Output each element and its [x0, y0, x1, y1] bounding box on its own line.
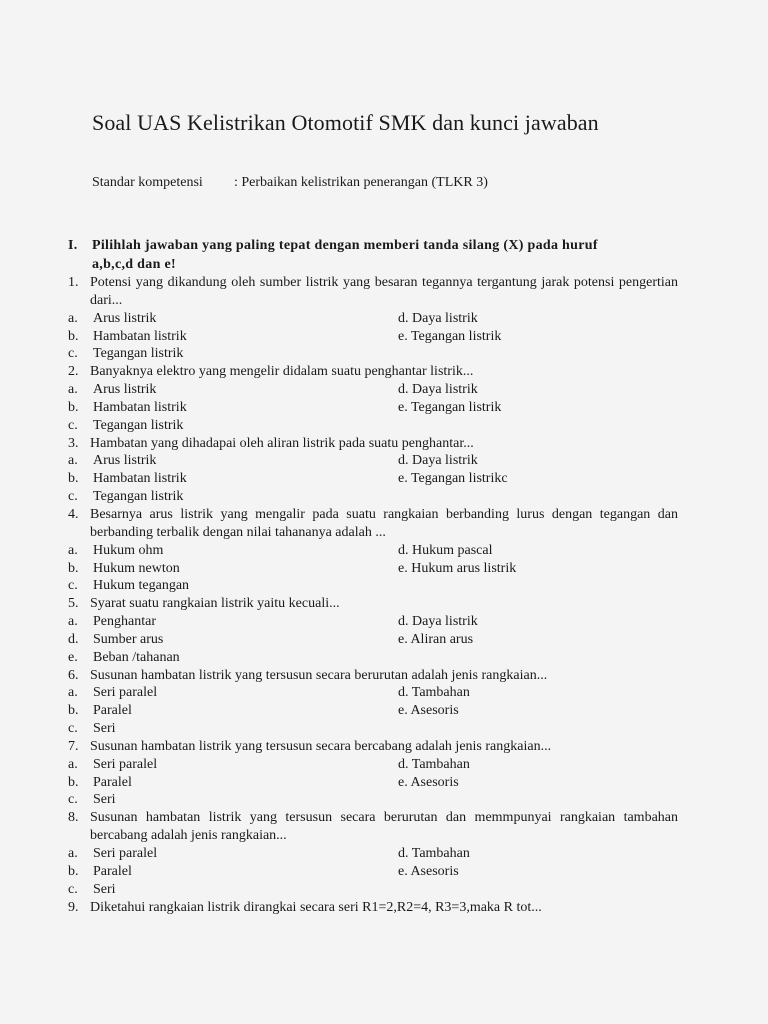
option-letter: a. [68, 382, 78, 398]
option-text-right: e. Asesoris [398, 863, 459, 879]
question-number: 5. [68, 596, 79, 612]
option-text-right: d. Daya listrik [398, 614, 478, 630]
answer-option-row [68, 560, 678, 578]
option-text-right: d. Tambahan [398, 756, 470, 772]
answer-option-row [68, 845, 678, 863]
option-letter: c. [68, 881, 78, 897]
question-text: Diketahui rangkaian listrik dirangkai secara seri R1=2,R2=4, R3=3,maka R tot... [90, 899, 542, 915]
question-item [68, 435, 678, 506]
option-letter: b. [68, 560, 79, 576]
option-text-right: d. Daya listrik [398, 382, 478, 398]
question-stem [68, 506, 678, 542]
option-letter: a. [68, 310, 78, 326]
option-letter: b. [68, 703, 79, 719]
option-text: Arus listrik [93, 453, 157, 469]
question-text: Susunan hambatan listrik yang tersusun secara berurutan adalah jenis rangkaian... [90, 667, 548, 683]
option-letter: b. [68, 328, 79, 344]
question-stem [68, 595, 678, 613]
option-letter: c. [68, 721, 78, 737]
option-letter: b. [68, 471, 79, 487]
option-letter: a. [68, 685, 78, 701]
option-text-right: d. Tambahan [398, 685, 470, 701]
option-letter: e. [68, 649, 78, 665]
option-text-right: e. Hukum arus listrik [398, 560, 517, 576]
competency-value: : Perbaikan kelistrikan penerangan (TLKR 3) [234, 175, 488, 190]
answer-option-row [68, 649, 678, 667]
answer-option-row [68, 684, 678, 702]
option-text: Arus listrik [93, 310, 157, 326]
option-letter: a. [68, 542, 78, 558]
option-letter: b. [68, 399, 79, 415]
question-item [68, 738, 678, 809]
option-text-right: e. Tegangan listrik [398, 328, 502, 344]
option-text: Paralel [93, 774, 132, 790]
section-number: I. [68, 238, 78, 253]
option-letter: b. [68, 863, 79, 879]
option-text-right: e. Tegangan listrikc [398, 471, 508, 487]
answer-option-row [68, 791, 678, 809]
option-text: Seri [93, 792, 116, 808]
question-text: Potensi yang dikandung oleh sumber listrik yang besaran tegannya tergantung jarak potensi pengertian dari... [90, 275, 678, 308]
question-stem [68, 809, 678, 845]
option-text: Arus listrik [93, 382, 157, 398]
option-text-right: e. Asesoris [398, 774, 459, 790]
option-text: Seri [93, 721, 116, 737]
question-item [68, 595, 678, 666]
question-text: Susunan hambatan listrik yang tersusun secara bercabang adalah jenis rangkaian... [90, 738, 552, 754]
answer-option-row [68, 399, 678, 417]
question-stem [68, 667, 678, 685]
answer-option-row [68, 774, 678, 792]
option-text: Beban /tahanan [93, 649, 180, 665]
section-instruction-line-1: Pilihlah jawaban yang paling tepat dengan memberi tanda silang (X) pada huruf [92, 238, 598, 253]
answer-option-row [68, 756, 678, 774]
question-item [68, 809, 678, 898]
option-text: Paralel [93, 703, 132, 719]
question-number: 8. [68, 810, 79, 826]
option-text: Seri [93, 881, 116, 897]
answer-option-row [68, 488, 678, 506]
option-text: Tegangan listrik [93, 489, 184, 505]
option-text: Seri paralel [93, 756, 158, 772]
option-text-right: d. Daya listrik [398, 310, 478, 326]
option-text: Hukum tegangan [93, 578, 190, 594]
option-text: Seri paralel [93, 846, 158, 861]
question-stem [68, 899, 678, 917]
question-item [68, 506, 678, 595]
answer-option-row [68, 381, 678, 399]
option-letter: c. [68, 792, 78, 808]
option-letter: a. [68, 756, 78, 772]
question-number: 2. [68, 364, 79, 380]
option-letter: c. [68, 578, 78, 594]
section-instruction [68, 236, 688, 274]
option-text-right: d. Hukum pascal [398, 542, 493, 558]
question-number: 9. [68, 899, 79, 915]
answer-option-row [68, 470, 678, 488]
answer-option-row [68, 881, 678, 899]
option-text-right: d. Tambahan [398, 846, 470, 861]
answer-option-row [68, 720, 678, 738]
option-text: Seri paralel [93, 685, 158, 701]
answer-option-row [68, 577, 678, 595]
question-item [68, 667, 678, 738]
option-text-right: e. Aliran arus [398, 631, 474, 647]
question-number: 1. [68, 275, 79, 290]
answer-option-row [68, 310, 678, 328]
option-text-right: d. Daya listrik [398, 453, 478, 469]
option-letter: b. [68, 774, 79, 790]
competency-label: Standar kompetensi [92, 175, 203, 190]
option-letter: c. [68, 489, 78, 505]
question-text: Besarnya arus listrik yang mengalir pada suatu rangkaian berbanding lurus dengan tegangan dan berbanding terbalik dengan nilai tahananya adalah ... [90, 506, 678, 540]
option-letter: a. [68, 614, 78, 630]
question-text: Hambatan yang dihadapai oleh aliran listrik pada suatu penghantar... [90, 435, 474, 451]
answer-option-row [68, 328, 678, 346]
option-text: Penghantar [93, 614, 156, 630]
question-stem [68, 274, 678, 310]
question-text: Susunan hambatan listrik yang tersusun secara berurutan dan memmpunyai rangkaian tambahan bercabang adalah jenis rangkaian... [90, 810, 678, 844]
option-text: Hukum newton [93, 560, 180, 576]
question-list [68, 274, 678, 916]
question-item [68, 899, 678, 917]
answer-option-row [68, 417, 678, 435]
question-number: 4. [68, 506, 79, 522]
option-text: Tegangan listrik [93, 417, 184, 433]
option-text: Hambatan listrik [93, 328, 187, 344]
answer-option-row [68, 631, 678, 649]
option-letter: a. [68, 846, 78, 861]
question-stem [68, 363, 678, 381]
document-title: Soal UAS Kelistrikan Otomotif SMK dan kunci jawaban [92, 110, 599, 135]
option-text: Hambatan listrik [93, 471, 187, 487]
question-number: 7. [68, 738, 79, 754]
question-text: Banyaknya elektro yang mengelir didalam suatu penghantar listrik... [90, 364, 474, 380]
question-item [68, 363, 678, 434]
answer-option-row [68, 613, 678, 631]
option-letter: c. [68, 346, 78, 362]
option-letter: c. [68, 417, 78, 433]
section-instruction-line-2: a,b,c,d dan e! [92, 257, 176, 272]
option-text: Tegangan listrik [93, 346, 184, 362]
option-letter: d. [68, 631, 79, 647]
question-stem [68, 738, 678, 756]
option-text: Sumber arus [93, 631, 164, 647]
option-text: Hukum ohm [93, 542, 164, 558]
competency-standard [92, 175, 488, 191]
answer-option-row [68, 863, 678, 881]
option-text-right: e. Asesoris [398, 703, 459, 719]
option-text: Hambatan listrik [93, 399, 187, 415]
option-text-right: e. Tegangan listrik [398, 399, 502, 415]
question-text: Syarat suatu rangkaian listrik yaitu kecuali... [90, 596, 340, 612]
question-number: 6. [68, 667, 79, 683]
question-stem [68, 435, 678, 453]
answer-option-row [68, 345, 678, 363]
option-letter: a. [68, 453, 78, 469]
answer-option-row [68, 542, 678, 560]
answer-option-row [68, 702, 678, 720]
question-number: 3. [68, 435, 79, 451]
option-text: Paralel [93, 863, 132, 879]
answer-option-row [68, 452, 678, 470]
question-item [68, 274, 678, 363]
